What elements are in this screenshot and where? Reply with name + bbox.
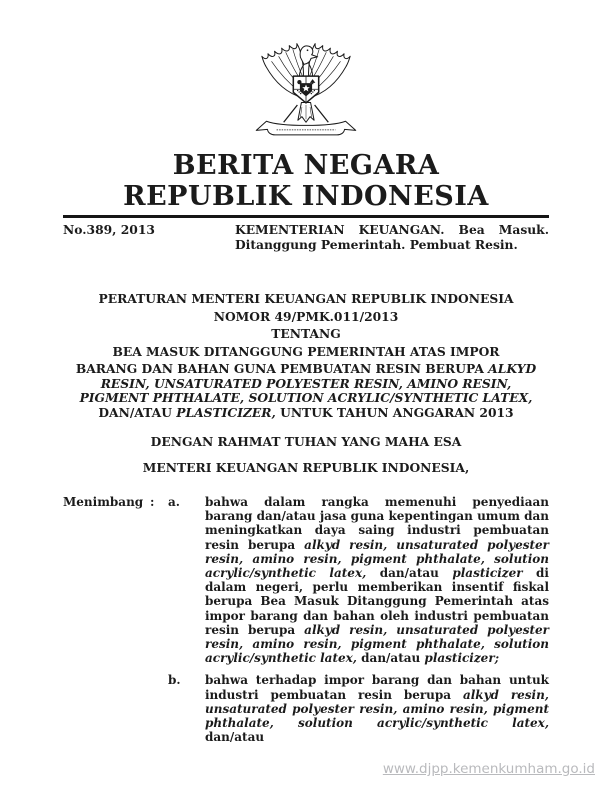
masthead-divider [63,215,549,218]
consideration-item-a [168,495,549,665]
consideration-item-b-letter: b. [168,673,181,688]
issue-number: No.389, 2013 [63,222,155,237]
gazette-title-line2: REPUBLIK INDONESIA [123,181,489,212]
consideration-item-b [168,673,549,744]
garuda-pancasila-emblem [250,36,362,140]
regulation-heading-line1: PERATURAN MENTERI KEUANGAN REPUBLIK INDONESIA [98,291,514,306]
regulation-heading-line4: BEA MASUK DITANGGUNG PEMERINTAH ATAS IMPOR [112,343,500,359]
gazette-title [63,150,549,212]
watermark-link[interactable]: www.djpp.kemenkumham.go.id [382,761,595,777]
considerations-section [63,495,549,744]
masthead-row [63,222,549,252]
consideration-item-a-letter: a. [168,495,180,509]
regulation-number: NOMOR 49/PMK.011/2013 [213,308,399,324]
regulation-tentang: TENTANG [271,326,341,341]
considerations-label: Menimbang [63,495,144,509]
subject-abstract: KEMENTERIAN KEUANGAN. Bea Masuk. Ditanggung Pemerintah. Pembuat Resin. [235,222,549,252]
invocation-line: DENGAN RAHMAT TUHAN YANG MAHA ESA [150,434,462,449]
consideration-item-b-text: bahwa terhadap impor barang dan bahan untuk industri pembuatan resin berupa alkyd resin, unsaturated polyester resin, amino resin, pigment phthalate, solution acrylic/synthetic latex, dan/atau [205,673,549,745]
regulation-heading [63,292,549,420]
considerations-colon: : [150,495,155,509]
gazette-title-line1: BERITA NEGARA [172,150,440,181]
considerations-items [168,495,549,744]
regulation-subject: BARANG DAN BAHAN GUNA PEMBUATAN RESIN BERUPA ALKYD RESIN, UNSATURATED POLYESTER RESIN, AMINO RESIN, PIGMENT PHTHALATE, SOLUTION ACRYLIC/SYNTHETIC LATEX, DAN/ATAU PLASTICIZER, UNTUK TAHUN ANGGARAN 2013 [75,361,537,420]
consideration-item-a-text: bahwa dalam rangka memenuhi penyediaan barang dan/atau jasa guna kepentingan umum dan meningkatkan daya saing industri pembuatan resin berupa alkyd resin, unsaturated polyester resin, amino resin, pigment phthalate, solution acrylic/synthetic latex, dan/atau plasticizer di dalam negeri, perlu memberikan insentif fiskal berupa Bea Masuk Ditanggung Pemerintah atas impor barang dan bahan oleh industri pembuatan resin berupa alkyd resin, unsaturated polyester resin, amino resin, pigment phthalate, solution acrylic/synthetic latex, dan/atau plasticizer; [205,495,549,666]
authority-line: MENTERI KEUANGAN REPUBLIK INDONESIA, [142,460,470,475]
